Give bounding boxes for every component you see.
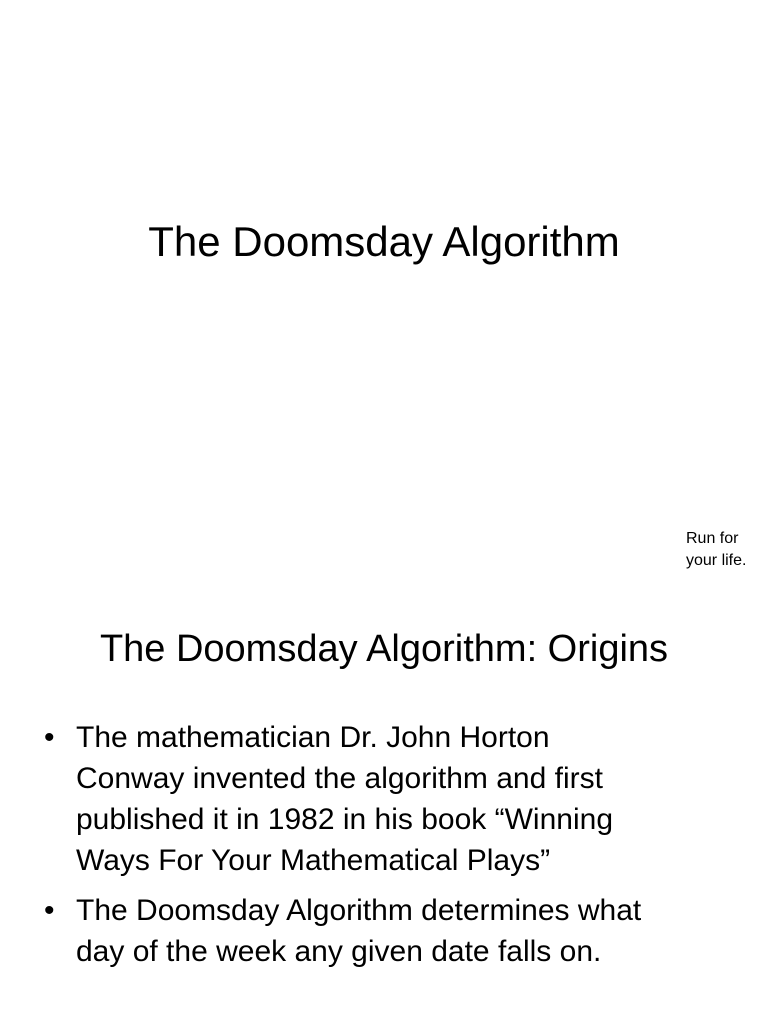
bullet-item	[44, 890, 744, 972]
side-note-line: your life.	[686, 552, 747, 569]
bullet-line: The mathematician Dr. John Horton	[76, 721, 550, 754]
bullet-line: The Doomsday Algorithm determines what	[76, 894, 642, 927]
bullet-item	[44, 717, 744, 881]
bullet-text	[76, 890, 744, 972]
side-note	[686, 528, 766, 572]
bullet-line: Ways For Your Mathematical Plays”	[76, 844, 551, 877]
side-note-line: Run for	[686, 530, 739, 547]
bullet-line: day of the week any given date falls on.	[76, 935, 602, 968]
bullet-text	[76, 717, 744, 881]
bullet-line: published it in 1982 in his book “Winning	[76, 803, 613, 836]
bullet-list	[44, 717, 744, 981]
slide-title: The Doomsday Algorithm: Origins	[99, 628, 669, 670]
slide-title: The Doomsday Algorithm	[148, 218, 620, 265]
bullet-icon: •	[44, 894, 55, 927]
bullet-line: Conway invented the algorithm and first	[76, 762, 603, 795]
origins-slide	[0, 576, 768, 1024]
bullet-icon: •	[44, 721, 55, 754]
